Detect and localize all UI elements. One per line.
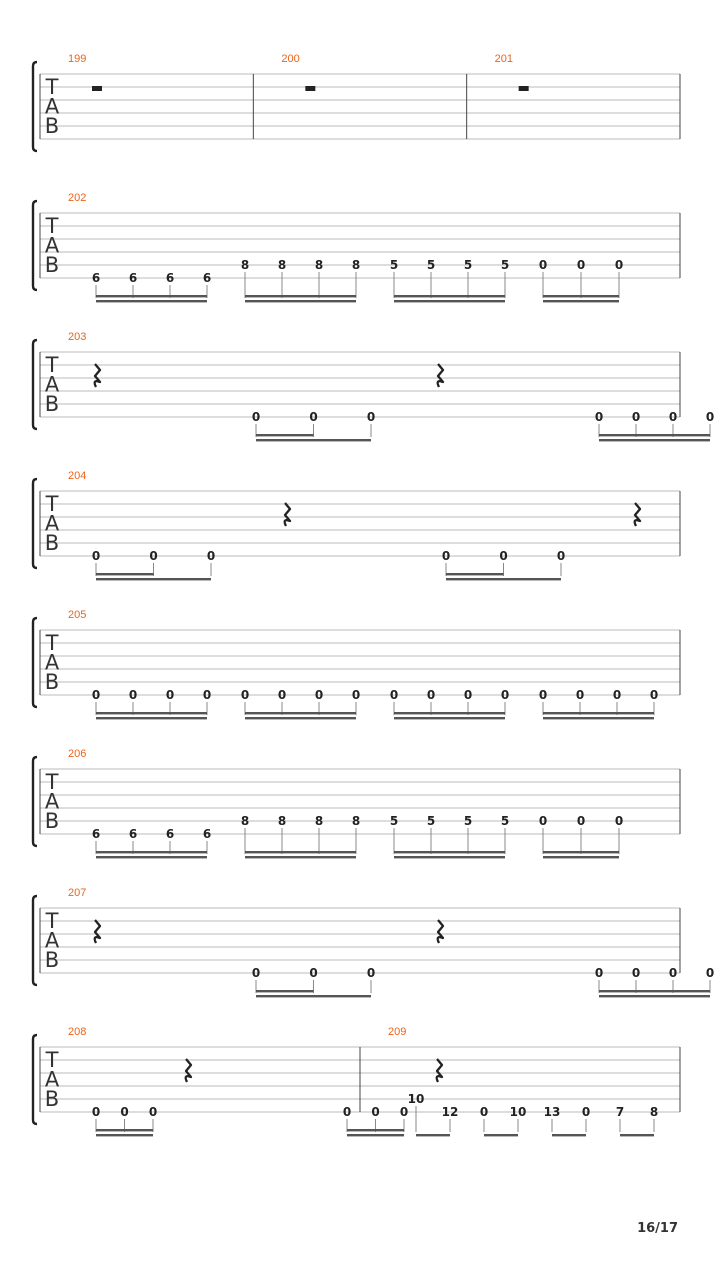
fret-number: 0	[91, 688, 101, 702]
whole-rest	[305, 86, 315, 91]
tab-system	[33, 1026, 680, 1136]
fret-number: 8	[314, 258, 324, 272]
system-bracket	[33, 62, 37, 151]
tab-system	[33, 609, 680, 719]
quarter-rest	[95, 920, 100, 943]
fret-number: 10	[407, 1092, 425, 1106]
eighth-beam	[347, 1134, 404, 1136]
sixteenth-beam	[256, 990, 314, 992]
eighth-beam	[256, 439, 371, 441]
sixteenth-beam	[96, 712, 207, 714]
fret-number: 0	[705, 410, 715, 424]
sixteenth-beam	[446, 573, 504, 575]
fret-number: 0	[538, 814, 548, 828]
fret-number: 5	[389, 258, 399, 272]
fret-number: 0	[351, 688, 361, 702]
fret-number: 0	[463, 688, 473, 702]
fret-number: 0	[614, 258, 624, 272]
fret-number: 0	[581, 1105, 591, 1119]
fret-number: 0	[309, 966, 318, 980]
fret-number: 0	[399, 1105, 409, 1119]
tab-system	[33, 470, 680, 580]
measure-number: 207	[68, 887, 87, 899]
system-bracket	[33, 479, 37, 568]
fret-number: 8	[351, 258, 361, 272]
tab-clef-letter: B	[44, 253, 60, 277]
tab-clef-letter: A	[44, 233, 60, 258]
fret-number: 8	[240, 814, 250, 828]
sixteenth-beam	[543, 712, 654, 714]
fret-number: 0	[614, 814, 624, 828]
tab-clef-letter: T	[45, 492, 59, 516]
sixteenth-beam	[96, 295, 207, 297]
fret-number: 8	[649, 1105, 659, 1119]
fret-number: 0	[631, 410, 641, 424]
fret-number: 0	[594, 966, 604, 980]
eighth-beam	[394, 717, 505, 719]
sixteenth-beam	[347, 1129, 404, 1131]
tab-clef-letter: B	[44, 948, 60, 972]
fret-number: 0	[499, 549, 508, 563]
system-bracket	[33, 340, 37, 429]
eighth-beam	[543, 717, 654, 719]
system-bracket	[33, 757, 37, 846]
fret-number: 0	[594, 410, 604, 424]
fret-number: 12	[441, 1105, 459, 1119]
fret-number: 10	[509, 1105, 527, 1119]
fret-number: 0	[649, 688, 659, 702]
fret-number: 8	[351, 814, 361, 828]
eighth-beam	[620, 1134, 654, 1136]
fret-number: 0	[426, 688, 436, 702]
sixteenth-beam	[394, 712, 505, 714]
eighth-beam	[96, 717, 207, 719]
tab-clef-letter: B	[44, 114, 60, 138]
tab-clef-letter: T	[45, 770, 59, 794]
eighth-beam	[245, 717, 356, 719]
sixteenth-beam	[256, 434, 314, 436]
fret-number: 5	[463, 258, 473, 272]
quarter-rest	[186, 1059, 191, 1082]
fret-number: 5	[426, 814, 436, 828]
quarter-rest	[438, 364, 443, 387]
fret-number: 0	[441, 549, 451, 563]
tab-clef-letter: A	[44, 928, 60, 953]
sixteenth-beam	[96, 573, 154, 575]
fret-number: 5	[463, 814, 473, 828]
fret-number: 0	[500, 688, 510, 702]
tab-system	[33, 53, 680, 151]
eighth-beam	[394, 856, 505, 858]
tab-clef-letter: A	[44, 650, 60, 675]
eighth-beam	[245, 300, 356, 302]
measure-number: 202	[68, 192, 87, 204]
fret-number: 6	[91, 271, 101, 285]
measure-number: 199	[68, 53, 87, 65]
fret-number: 0	[206, 549, 216, 563]
tab-clef-letter: B	[44, 531, 60, 555]
fret-number: 6	[128, 827, 138, 841]
fret-number: 0	[576, 814, 586, 828]
measure-number: 205	[68, 609, 87, 621]
fret-number: 5	[500, 814, 510, 828]
whole-rest	[519, 86, 529, 91]
tab-clef-letter: T	[45, 1048, 59, 1072]
fret-number: 0	[366, 410, 376, 424]
fret-number: 0	[538, 688, 548, 702]
tab-clef-letter: A	[44, 789, 60, 814]
measure-number: 208	[68, 1026, 87, 1038]
fret-number: 8	[277, 258, 287, 272]
measure-number: 201	[494, 53, 514, 65]
fret-number: 13	[543, 1105, 561, 1119]
fret-number: 5	[500, 258, 510, 272]
page-number: 16/17	[637, 1221, 678, 1236]
fret-number: 0	[389, 688, 399, 702]
eighth-beam	[543, 856, 619, 858]
measure-number: 206	[68, 748, 87, 760]
fret-number: 0	[120, 1105, 129, 1119]
fret-number: 5	[389, 814, 399, 828]
sixteenth-beam	[96, 1129, 153, 1131]
fret-number: 5	[426, 258, 436, 272]
measure-number: 200	[281, 53, 300, 65]
tab-clef-letter: A	[44, 511, 60, 536]
eighth-beam	[96, 856, 207, 858]
sixteenth-beam	[245, 712, 356, 714]
tab-clef-letter: T	[45, 75, 59, 99]
fret-number: 0	[538, 258, 548, 272]
tab-clef-letter: B	[44, 1087, 60, 1111]
fret-number: 0	[556, 549, 566, 563]
fret-number: 6	[202, 271, 212, 285]
tab-clef-letter: T	[45, 214, 59, 238]
fret-number: 8	[277, 814, 287, 828]
eighth-beam	[96, 578, 211, 580]
fret-number: 6	[128, 271, 138, 285]
sixteenth-beam	[599, 990, 710, 992]
measure-number: 203	[68, 331, 87, 343]
fret-number: 6	[165, 271, 175, 285]
eighth-beam	[446, 578, 561, 580]
tab-system	[33, 192, 680, 302]
fret-number: 0	[277, 688, 287, 702]
system-bracket	[33, 1035, 37, 1124]
fret-number: 0	[202, 688, 212, 702]
whole-rest	[92, 86, 102, 91]
tab-clef-letter: B	[44, 670, 60, 694]
fret-number: 0	[668, 410, 678, 424]
fret-number: 6	[165, 827, 175, 841]
sixteenth-beam	[394, 295, 505, 297]
fret-number: 0	[705, 966, 715, 980]
fret-number: 0	[342, 1105, 352, 1119]
quarter-rest	[285, 503, 290, 526]
fret-number: 0	[148, 1105, 158, 1119]
tab-clef-letter: A	[44, 94, 60, 119]
fret-number: 0	[251, 410, 261, 424]
quarter-rest	[437, 1059, 442, 1082]
tab-clef-letter: A	[44, 372, 60, 397]
tab-system	[33, 887, 714, 997]
fret-number: 6	[91, 827, 101, 841]
fret-number: 0	[165, 688, 175, 702]
eighth-beam	[394, 300, 505, 302]
fret-number: 8	[240, 258, 250, 272]
fret-number: 0	[576, 258, 586, 272]
sixteenth-beam	[543, 851, 619, 853]
sixteenth-beam	[245, 295, 356, 297]
system-bracket	[33, 618, 37, 707]
tab-clef-letter: B	[44, 809, 60, 833]
sixteenth-beam	[394, 851, 505, 853]
quarter-rest	[438, 920, 443, 943]
eighth-beam	[256, 995, 371, 997]
sixteenth-beam	[96, 851, 207, 853]
fret-number: 6	[202, 827, 212, 841]
fret-number: 0	[371, 1105, 380, 1119]
eighth-beam	[543, 300, 619, 302]
measure-number: 204	[68, 470, 87, 482]
tab-system	[33, 331, 714, 441]
fret-number: 0	[309, 410, 318, 424]
tab-clef-letter: B	[44, 392, 60, 416]
eighth-beam	[96, 300, 207, 302]
sixteenth-beam	[543, 295, 619, 297]
fret-number: 0	[479, 1105, 489, 1119]
eighth-beam	[599, 439, 710, 441]
eighth-beam	[416, 1134, 450, 1136]
tab-clef-letter: A	[44, 1067, 60, 1092]
fret-number: 0	[91, 1105, 101, 1119]
tab-clef-letter: T	[45, 909, 59, 933]
fret-number: 0	[128, 688, 138, 702]
quarter-rest	[95, 364, 100, 387]
eighth-beam	[552, 1134, 586, 1136]
fret-number: 0	[631, 966, 641, 980]
fret-number: 0	[366, 966, 376, 980]
fret-number: 0	[240, 688, 250, 702]
fret-number: 0	[668, 966, 678, 980]
fret-number: 0	[91, 549, 101, 563]
tab-system	[33, 748, 680, 858]
quarter-rest	[635, 503, 640, 526]
eighth-beam	[484, 1134, 518, 1136]
fret-number: 7	[615, 1105, 625, 1119]
measure-number: 209	[388, 1026, 407, 1038]
system-bracket	[33, 896, 37, 985]
fret-number: 0	[314, 688, 324, 702]
tab-clef-letter: T	[45, 353, 59, 377]
sixteenth-beam	[245, 851, 356, 853]
sixteenth-beam	[599, 434, 710, 436]
tab-clef-letter: T	[45, 631, 59, 655]
fret-number: 0	[612, 688, 622, 702]
eighth-beam	[96, 1134, 153, 1136]
eighth-beam	[599, 995, 710, 997]
eighth-beam	[245, 856, 356, 858]
system-bracket	[33, 201, 37, 290]
fret-number: 8	[314, 814, 324, 828]
fret-number: 0	[575, 688, 585, 702]
fret-number: 0	[251, 966, 261, 980]
fret-number: 0	[149, 549, 158, 563]
